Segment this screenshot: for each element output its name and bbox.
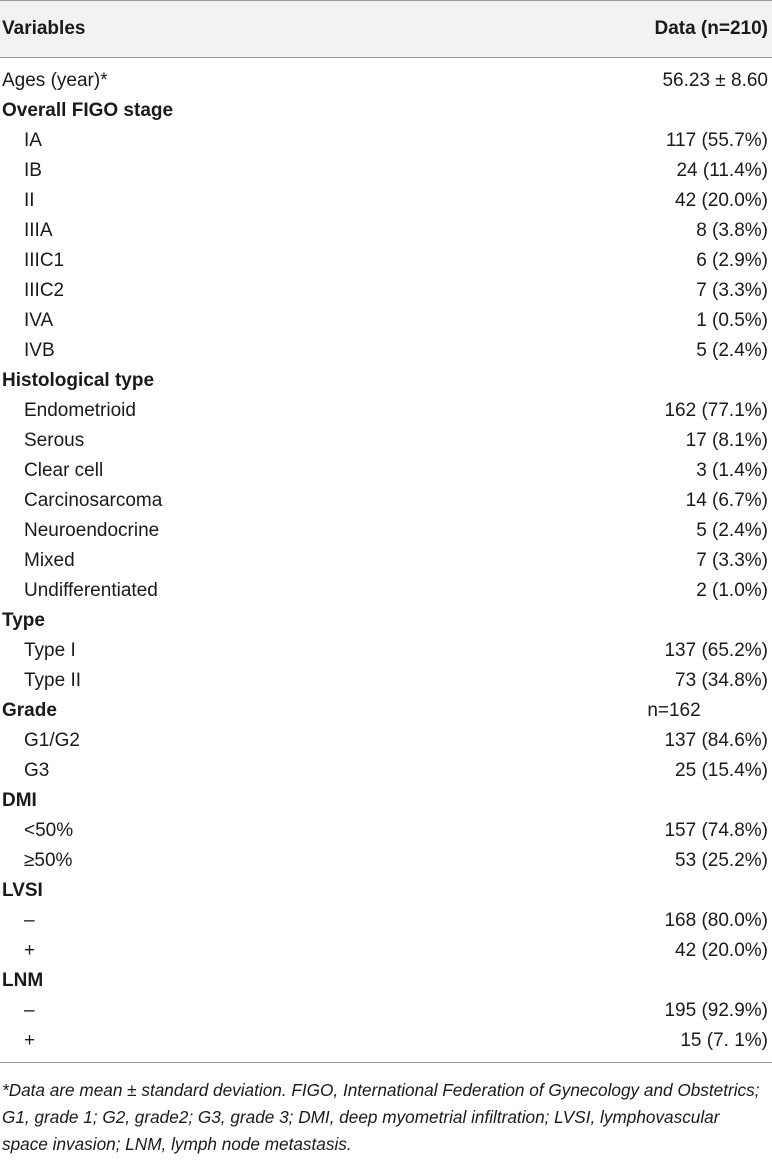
table-row [0,336,772,366]
row-label: – [24,910,35,931]
row-label: IVB [24,340,55,361]
table-row [0,816,772,846]
table-row [0,126,772,156]
row-value: 117 (55.7%) [665,130,768,151]
row-label: Carcinosarcoma [24,490,163,511]
row-label: IIIC1 [24,250,65,271]
section-label: Histological type [2,370,155,391]
table-row [0,276,772,306]
row-label: IIIA [24,220,53,241]
row-value: 1 (0.5%) [696,310,768,331]
table-body [0,58,772,1062]
section-row [0,696,772,726]
row-value: 15 (7. 1%) [680,1030,768,1051]
table-row [0,306,772,336]
row-value: 42 (20.0%) [675,190,768,211]
section-label: Grade [2,700,57,721]
row-label: IVA [24,310,54,331]
table-footnote: *Data are mean ± standard deviation. FIGO, International Federation of Gynecology and Obstetrics; G1, grade 1; G2, grade2; G3, grade 3; DMI, deep myometrial infiltration; LVSI, lymphovascular space invasion; LNM, lymph node metastasis. [2,1080,760,1154]
table-row [0,456,772,486]
table-row [0,1026,772,1062]
row-label: IIIC2 [24,280,65,301]
row-label: Type I [24,640,76,661]
table-row [0,996,772,1026]
row-value: 8 (3.8%) [696,220,768,241]
table-row [0,726,772,756]
row-label: – [24,1000,35,1021]
header-data: Data (n=210) [654,18,768,39]
row-label: <50% [24,820,74,841]
row-value: 17 (8.1%) [685,430,768,451]
row-value: 73 (34.8%) [675,670,768,691]
row-label: ≥50% [24,850,73,871]
row-label: Neuroendocrine [24,520,160,541]
table-row [0,186,772,216]
table-row [0,426,772,456]
row-value: 162 (77.1%) [664,400,768,421]
table-row [0,546,772,576]
table-row [0,216,772,246]
header-variables: Variables [2,18,86,39]
row-value: 6 (2.9%) [696,250,768,271]
table-row [0,486,772,516]
section-row [0,786,772,816]
row-value: 56.23 ± 8.60 [662,70,768,91]
row-value: 137 (84.6%) [664,730,768,751]
row-label: Mixed [24,550,75,571]
section-label: Type [2,610,45,631]
table-row [0,156,772,186]
row-value: 195 (92.9%) [664,1000,768,1021]
section-label: DMI [2,790,37,811]
row-label: Endometrioid [24,400,136,421]
table-row [0,846,772,876]
row-label: G1/G2 [24,730,80,751]
row-value: 168 (80.0%) [664,910,768,931]
row-value: 24 (11.4%) [676,160,768,181]
row-label: IA [24,130,42,151]
row-label: Serous [24,430,85,451]
table-row [0,936,772,966]
row-value: n=162 [647,700,701,721]
row-label: IB [24,160,42,181]
table-row [0,516,772,546]
table-row [0,396,772,426]
table-row [0,906,772,936]
table-row [0,636,772,666]
row-label: Clear cell [24,460,104,481]
row-value: 3 (1.4%) [696,460,768,481]
row-label: II [24,190,35,211]
row-value: 7 (3.3%) [696,280,768,301]
section-row [0,366,772,396]
section-label: Overall FIGO stage [2,100,174,121]
row-label: + [24,1030,36,1051]
section-row [0,96,772,126]
table-row [0,58,772,96]
row-label: Undifferentiated [24,580,158,601]
section-row [0,966,772,996]
section-label: LNM [2,970,44,991]
row-value: 42 (20.0%) [675,940,768,961]
table-row [0,246,772,276]
section-row [0,606,772,636]
table-row [0,576,772,606]
row-value: 157 (74.8%) [664,820,768,841]
row-value: 2 (1.0%) [696,580,768,601]
row-value: 53 (25.2%) [675,850,768,871]
table-header [0,1,772,57]
row-value: 5 (2.4%) [696,340,768,361]
row-value: 5 (2.4%) [696,520,768,541]
row-label: + [24,940,36,961]
row-value: 25 (15.4%) [675,760,768,781]
row-value: 7 (3.3%) [696,550,768,571]
row-value: 137 (65.2%) [664,640,768,661]
row-value: 14 (6.7%) [685,490,768,511]
row-label: Ages (year)* [2,70,108,91]
table-row [0,756,772,786]
row-label: G3 [24,760,50,781]
section-label: LVSI [2,880,43,901]
table-row [0,666,772,696]
row-label: Type II [24,670,82,691]
section-row [0,876,772,906]
